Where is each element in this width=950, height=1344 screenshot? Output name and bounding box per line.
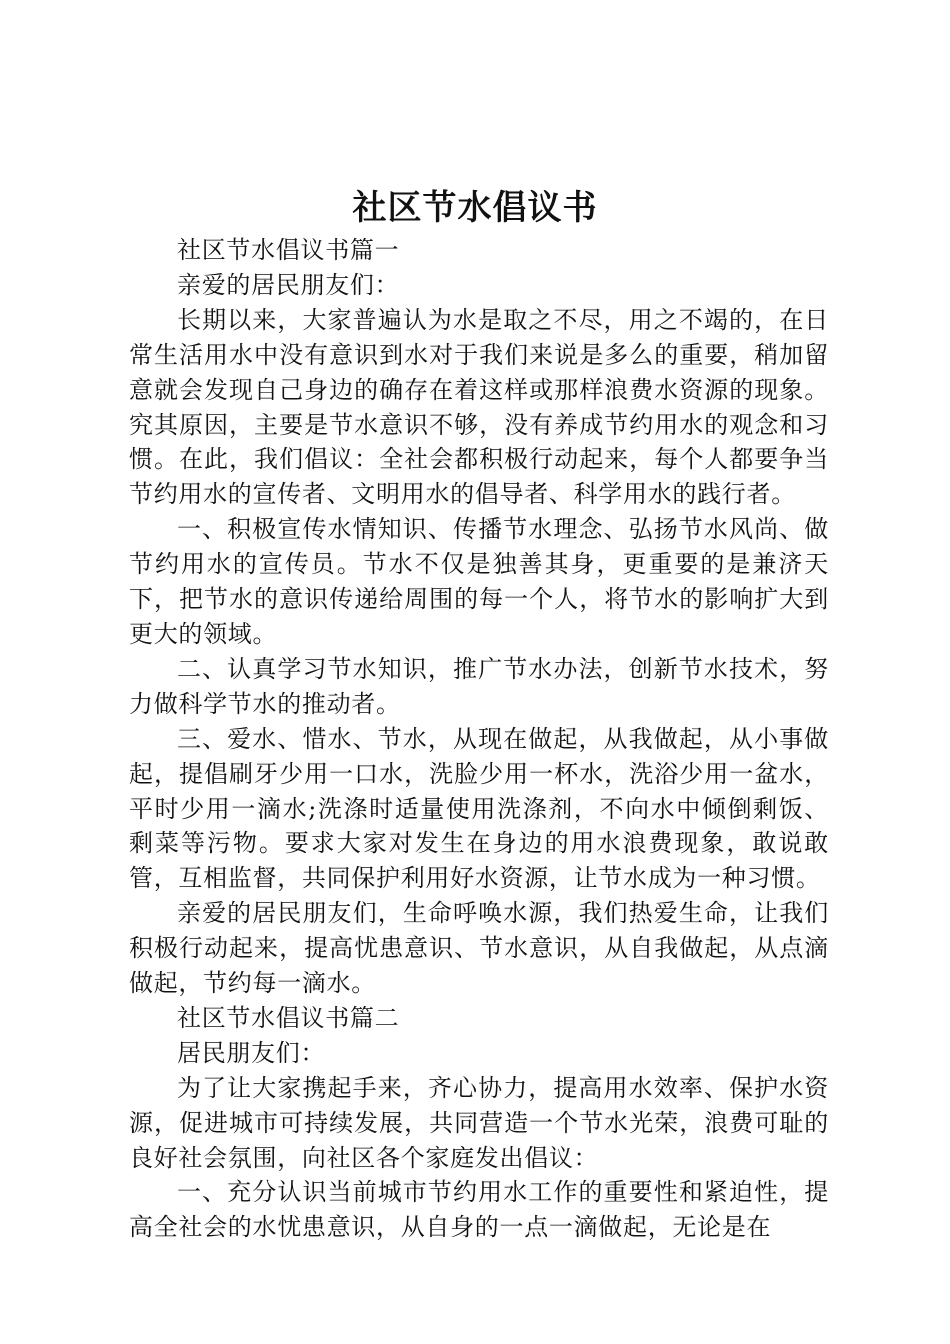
body-paragraph: 亲爱的居民朋友们，生命呼唤水源，我们热爱生命，让我们积极行动起来，提高忧患意识、节水意识，从自我做起，从点滴做起，节约每一滴水。: [129, 899, 829, 998]
document-body: [129, 233, 829, 1245]
body-paragraph: 一、积极宣传水情知识、传播节水理念、弘扬节水风尚、做节约用水的宣传员。节水不仅是独善其身，更重要的是兼济天下，把节水的意识传递给周围的每一个人，将节水的影响扩大到更大的领域。: [129, 515, 829, 648]
salutation: 亲爱的居民朋友们：: [177, 270, 400, 299]
body-paragraph: 三、爱水、惜水、节水，从现在做起，从我做起，从小事做起，提倡刷牙少用一口水，洗脸少用一杯水，洗浴少用一盆水，平时少用一滴水;洗涤时适量使用洗涤剂，不向水中倾倒剩饭、剩菜等污物。要求大家对发生在身边的用水浪费现象，敢说敢管，互相监督，共同保护利用好水资源，让节水成为一种习惯。: [129, 724, 829, 893]
body-paragraph: 二、认真学习节水知识，推广节水办法，创新节水技术，努力做科学节水的推动者。: [129, 654, 829, 718]
section-heading: 社区节水倡议书篇二: [177, 1003, 400, 1032]
body-paragraph: 长期以来，大家普遍认为水是取之不尽，用之不竭的，在日常生活用水中没有意识到水对于我们来说是多么的重要，稍加留意就会发现自己身边的确存在着这样或那样浪费水资源的现象。究其原因，主要是节水意识不够，没有养成节约用水的观念和习惯。在此，我们倡议：全社会都积极行动起来，每个人都要争当节约用水的宣传者、文明用水的倡导者、科学用水的践行者。: [129, 305, 829, 509]
document-title: 社区节水倡议书: [352, 188, 598, 228]
salutation: 居民朋友们：: [177, 1038, 326, 1067]
body-paragraph: 为了让大家携起手来，齐心协力，提高用水效率、保护水资源，促进城市可持续发展，共同营造一个节水光荣，浪费可耻的良好社会氛围，向社区各个家庭发出倡议：: [129, 1073, 829, 1172]
section-heading: 社区节水倡议书篇一: [177, 236, 400, 264]
body-paragraph: 一、充分认识当前城市节约用水工作的重要性和紧迫性，提高全社会的水忧患意识，从自身的一点一滴做起，无论是在: [129, 1178, 829, 1242]
